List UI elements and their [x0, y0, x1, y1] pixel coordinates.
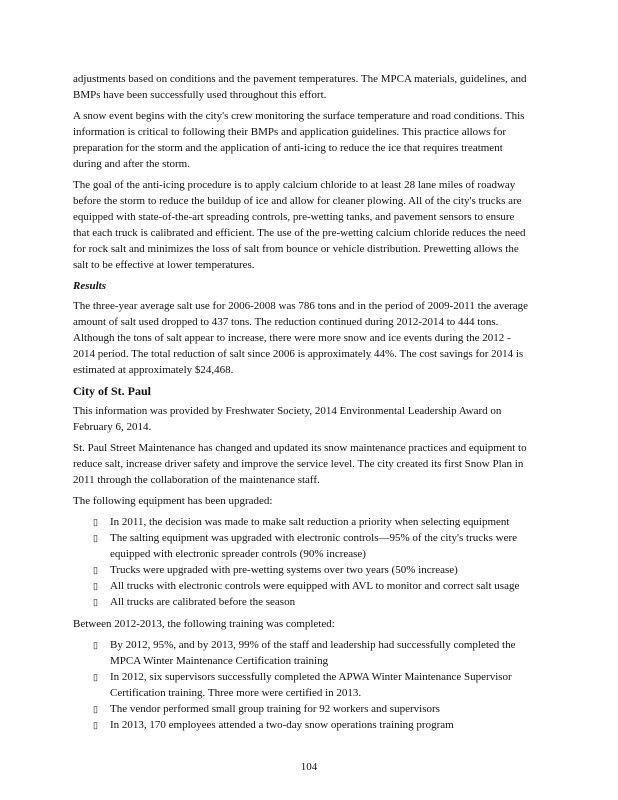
text-line: that each truck is calibrated and efficient. The use of the pre-wetting calcium chloride reduces the need: [73, 227, 526, 239]
text-line: amount of salt used dropped to 437 tons. The reduction continued during 2012-2014 to 444 tons.: [73, 316, 499, 328]
text-line: In 2011, the decision was made to make salt reduction a priority when selecting equipment: [110, 516, 510, 528]
stpaul-section: [73, 403, 553, 509]
bullet-icon: ▯: [93, 533, 98, 543]
intro-section: [73, 71, 553, 273]
text-line: salt to be effective at lower temperatures.: [73, 259, 255, 271]
text-line: estimated at approximately $24,468.: [73, 364, 234, 376]
text-line: All trucks are calibrated before the season: [110, 596, 296, 608]
text-line: February 6, 2014.: [73, 421, 152, 433]
list-item: [73, 637, 553, 669]
bullet-icon: ▯: [93, 640, 98, 650]
paragraph: [73, 440, 553, 488]
text-line: preparation for the storm and the application of anti-icing to reduce the ice that requires treatment: [73, 142, 503, 154]
text-line: for rock salt and minimizes the loss of salt from bounce or vehicle distribution. Prewetting allows the: [73, 243, 519, 255]
text-line: BMPs have been successfully used throughout this effort.: [73, 89, 327, 101]
text-line: All trucks with electronic controls were equipped with AVL to monitor and correct salt usage: [110, 580, 520, 592]
results-paragraph: [73, 298, 553, 378]
text-line: 2011 through the collaboration of the maintenance staff.: [73, 474, 320, 486]
text-line: By 2012, 95%, and by 2013, 99% of the staff and leadership had successfully completed the: [110, 639, 516, 651]
text-line: during and after the storm.: [73, 158, 190, 170]
text-line: In 2013, 170 employees attended a two-day snow operations training program: [110, 719, 454, 731]
bullet-icon: ▯: [93, 565, 98, 575]
text-line: before the storm to reduce the buildup of ice and allow for cleaner plowing. All of the city's trucks are: [73, 195, 522, 207]
text-line: A snow event begins with the city's crew monitoring the surface temperature and road conditions. This: [73, 110, 525, 122]
bullet-icon: ▯: [93, 597, 98, 607]
text-line: 2014 period. The total reduction of salt since 2006 is approximately 44%. The cost savings for 2014 is: [73, 348, 524, 360]
list-item: [73, 578, 553, 594]
training-intro: Between 2012-2013, the following training was completed:: [73, 618, 335, 630]
list-item: [73, 562, 553, 578]
text-line: St. Paul Street Maintenance has changed and updated its snow maintenance practices and equipment to: [73, 442, 527, 454]
text-line: information is critical to following their BMPs and application guidelines. This practice allows for: [73, 126, 506, 138]
text-line: MPCA Winter Maintenance Certification training: [110, 655, 329, 667]
text-line: The three-year average salt use for 2006-2008 was 786 tons and in the period of 2009-2011 the average: [73, 300, 529, 312]
text-line: The following equipment has been upgraded:: [73, 495, 273, 507]
bullet-icon: ▯: [93, 517, 98, 527]
list-item: [73, 717, 553, 733]
text-line: adjustments based on conditions and the pavement temperatures. The MPCA materials, guidelines, and: [73, 73, 527, 85]
paragraph: [73, 493, 553, 509]
results-heading: Results: [73, 280, 107, 292]
training-list: [73, 637, 553, 733]
text-line: The goal of the anti-icing procedure is to apply calcium chloride to at least 28 lane miles of roadway: [73, 179, 516, 191]
stpaul-heading: City of St. Paul: [73, 384, 151, 398]
page-number: 104: [300, 761, 318, 773]
text-line: This information was provided by Freshwater Society, 2014 Environmental Leadership Award on: [73, 405, 502, 417]
text-line: reduce salt, increase driver safety and improve the service level. The city created its first Snow Plan in: [73, 458, 524, 470]
text-line: equipped with electronic spreader controls (90% increase): [110, 548, 366, 560]
equipment-list: [73, 514, 553, 610]
bullet-icon: ▯: [93, 672, 98, 682]
paragraph: [73, 108, 553, 172]
list-item: [73, 701, 553, 717]
bullet-icon: ▯: [93, 704, 98, 714]
list-item: [73, 669, 553, 701]
bullet-icon: ▯: [93, 581, 98, 591]
text-line: The vendor performed small group training for 92 workers and supervisors: [110, 703, 440, 715]
text-line: equipped with state-of-the-art spreading controls, pre-wetting tanks, and pavement sensors to ensure: [73, 211, 515, 223]
paragraph: [73, 71, 553, 103]
list-item: [73, 530, 553, 562]
paragraph: [73, 403, 553, 435]
text-line: Although the tons of salt appear to increase, there were more snow and ice events during the 2012 -: [73, 332, 511, 344]
text-line: In 2012, six supervisors successfully completed the APWA Winter Maintenance Supervisor: [110, 671, 512, 683]
list-item: [73, 514, 553, 530]
document-page: [73, 71, 553, 739]
text-line: Certification training. Three more were certified in 2013.: [110, 687, 362, 699]
paragraph: [73, 177, 553, 273]
paragraph: [73, 298, 553, 378]
bullet-icon: ▯: [93, 720, 98, 730]
list-item: [73, 594, 553, 610]
text-line: Trucks were upgraded with pre-wetting systems over two years (50% increase): [110, 564, 458, 576]
text-line: The salting equipment was upgraded with electronic controls—95% of the city's trucks were: [110, 532, 518, 544]
